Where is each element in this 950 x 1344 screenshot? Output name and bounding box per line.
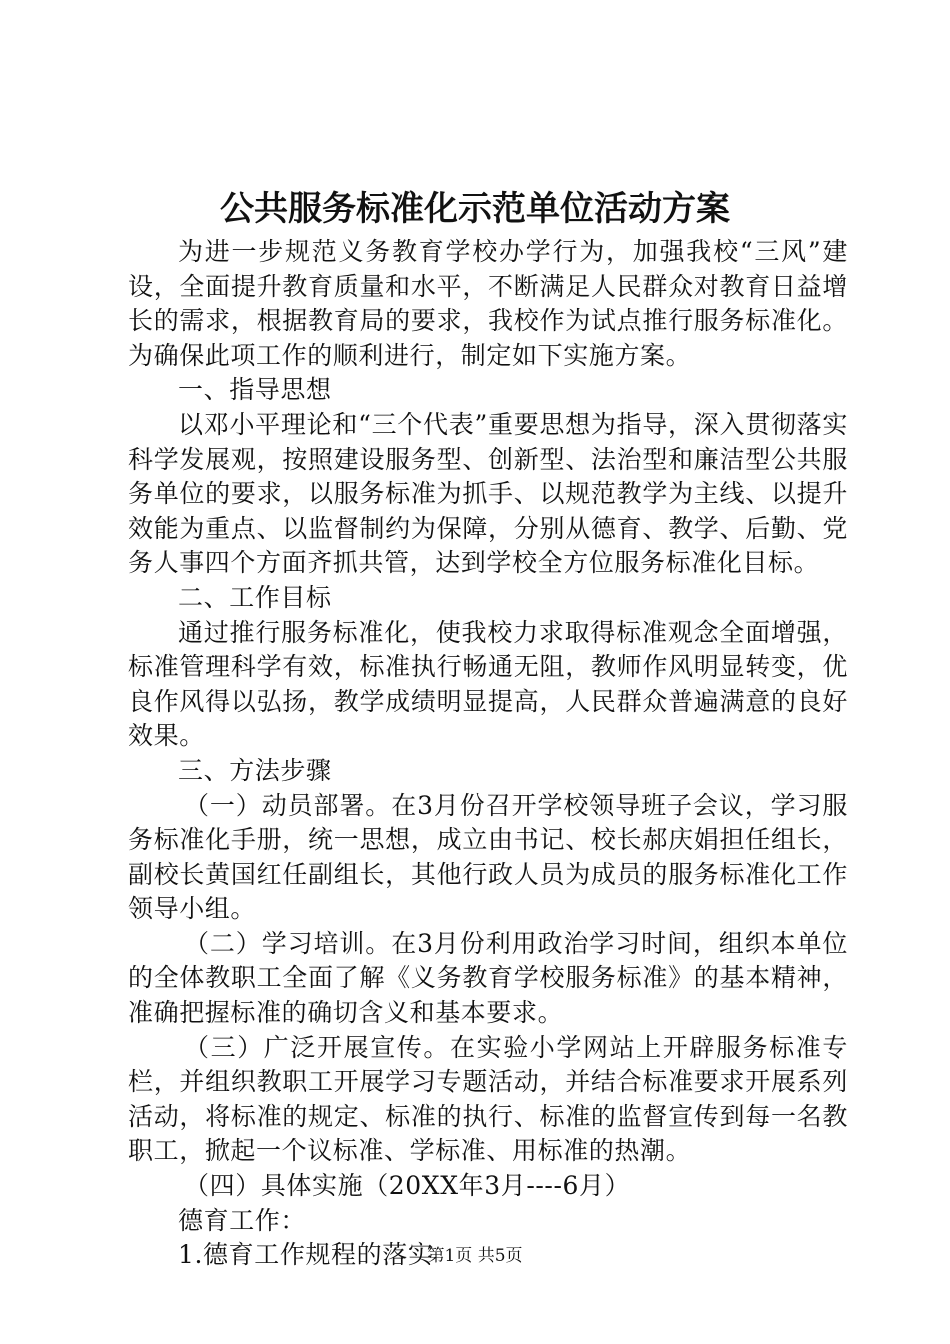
section-heading-methods-steps: 三、方法步骤 bbox=[178, 755, 332, 785]
document-title: 公共服务标准化示范单位活动方案 bbox=[220, 189, 730, 229]
moral-education-heading: 德育工作： bbox=[178, 1205, 307, 1235]
section-heading-guiding-ideology: 一、指导思想 bbox=[178, 375, 332, 405]
guiding-ideology-paragraph: 以邓小平理论和“三个代表”重要思想为指导，深入贯彻落实科学发展观，按照建设服务型、创新型、法治型和廉洁型公共服务单位的要求，以服务标准为抓手、以规范教学为主线、以提升效能为重点、以监督制约为保障，分别从德育、教学、后勤、党务人事四个方面齐抓共管，达到学校全方位服务标准化目标。 bbox=[128, 409, 848, 578]
section-heading-work-goals: 二、工作目标 bbox=[178, 582, 332, 612]
intro-paragraph: 为进一步规范义务教育学校办学行为，加强我校“三风”建设，全面提升教育质量和水平，不断满足人民群众对教育日益增长的需求，根据教育局的要求，我校作为试点推行服务标准化。为确保此项工作的顺利进行，制定如下实施方案。 bbox=[128, 237, 848, 370]
step-implementation-heading: （四）具体实施（20XX年3月----6月） bbox=[184, 1171, 631, 1201]
moral-education-item-1: 1.德育工作规程的落实 bbox=[178, 1240, 434, 1270]
document-body bbox=[128, 235, 848, 1273]
work-goals-paragraph: 通过推行服务标准化，使我校力求取得标准观念全面增强，标准管理科学有效，标准执行畅通无阻，教师作风明显转变，优良作风得以弘扬，教学成绩明显提高，人民群众普遍满意的良好效果。 bbox=[128, 617, 848, 751]
page-footer: 第1页 共5页 bbox=[427, 1246, 523, 1266]
step-training-paragraph: （二）学习培训。在3月份利用政治学习时间，组织本单位的全体教职工全面了解《义务教育学校服务标准》的基本精神，准确把握标准的确切含义和基本要求。 bbox=[128, 928, 848, 1028]
step-mobilization-paragraph: （一）动员部署。在3月份召开学校领导班子会议，学习服务标准化手册，统一思想，成立由书记、校长郝庆娟担任组长，副校长黄国红任副组长，其他行政人员为成员的服务标准化工作领导小组。 bbox=[128, 790, 848, 924]
step-publicity-paragraph: （三）广泛开展宣传。在实验小学网站上开辟服务标准专栏，并组织教职工开展学习专题活动，并结合标准要求开展系列活动，将标准的规定、标准的执行、标准的监督宣传到每一名教职工，掀起一个议标准、学标准、用标准的热潮。 bbox=[128, 1032, 848, 1166]
